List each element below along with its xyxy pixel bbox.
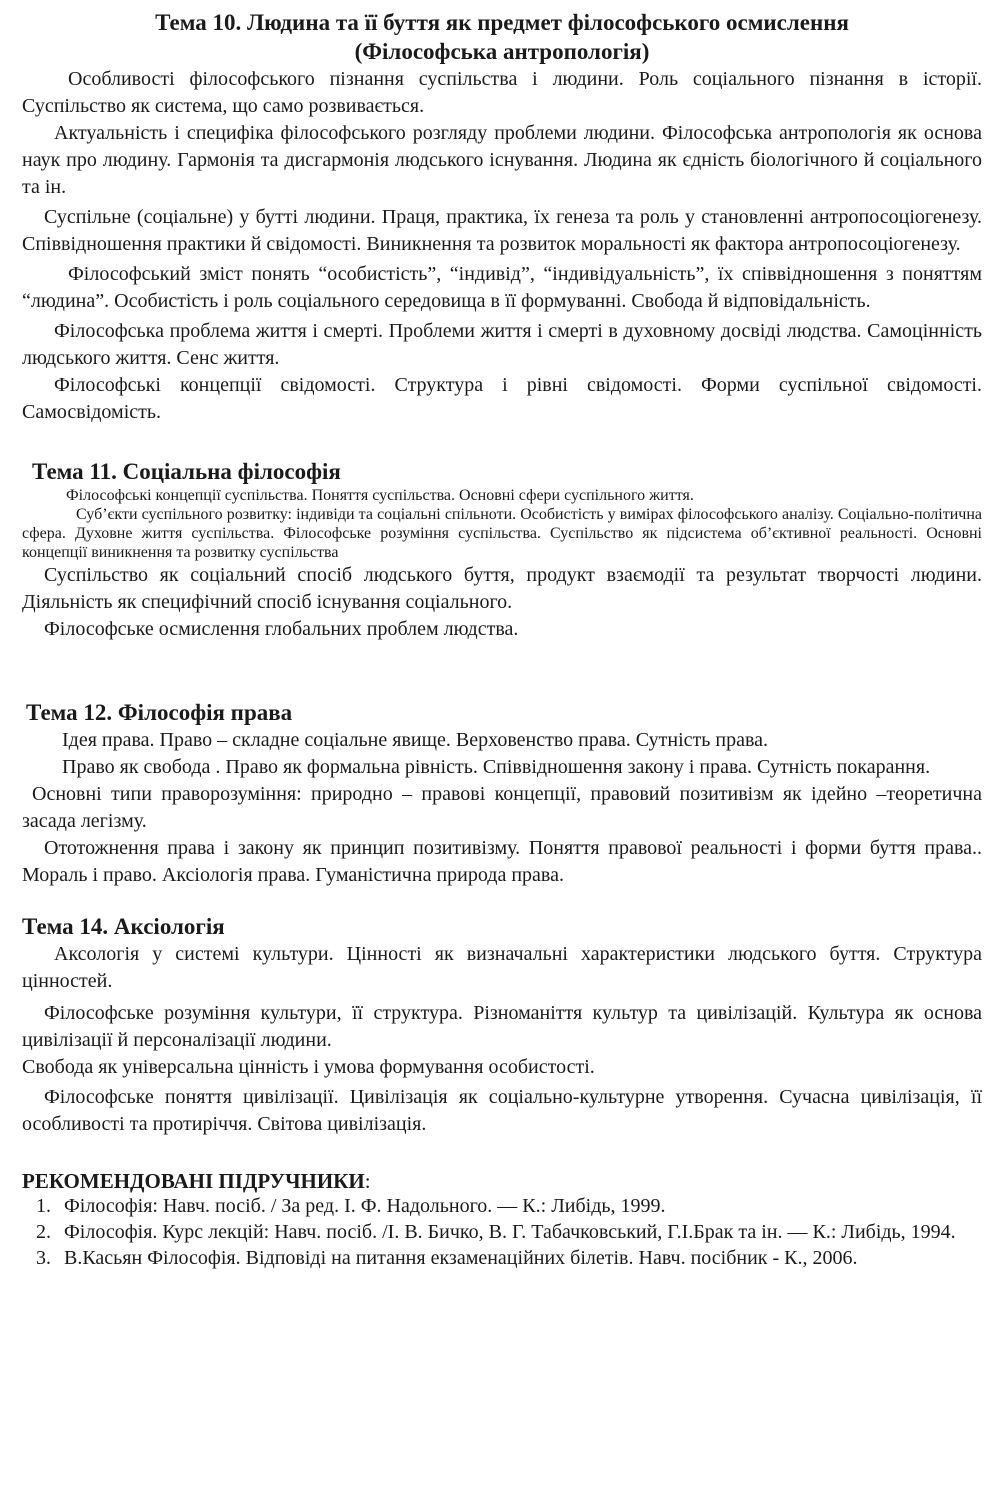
topic-12-paragraph: Ідея права. Право – складне соціальне явище. Верховенство права. Сутність права. xyxy=(62,729,769,751)
topic-10-paragraph: Особливості філософського пізнання суспільства і людини. Роль соціального пізнання в історії. Суспільство як система, що само розвивається. xyxy=(22,68,982,117)
topic-14-section xyxy=(22,913,982,1138)
topic-10-paragraph: Суспільне (соціальне) у бутті людини. Праця, практика, їх генеза та роль у становленні антропосоціогенезу. Співвідношення практики й свідомості. Виникнення та розвиток моральності як фактора антропосоціогенезу. xyxy=(22,206,982,255)
topic-12-paragraph: Право як свобода . Право як формальна рівність. Співвідношення закону і права. Сутність покарання. xyxy=(62,756,931,778)
recommended-books-heading xyxy=(22,1168,982,1194)
topic-10-section xyxy=(22,66,982,426)
topic-11-heading: Тема 11. Соціальна філософія xyxy=(32,459,341,484)
topic-12-paragraph: Основні типи праворозуміння: природно – правові концепції, правовий позитивізм як ідейно –теоретична засада легізму. xyxy=(22,783,982,832)
recommended-books-heading-colon: : xyxy=(364,1169,371,1193)
topic-14-paragraph: Свобода як універсальна цінність і умова формування особистості. xyxy=(22,1056,595,1078)
page-title-line-1: Тема 10. Людина та її буття як предмет філософського осмислення xyxy=(155,10,849,35)
recommended-books-section xyxy=(22,1168,982,1271)
book-item: 2. Філософія. Курс лекцій: Навч. посіб. /І. В. Бичко, В. Г. Табачковський, Г.І.Брак та ін. — К.: Либідь, 1994. xyxy=(56,1220,982,1245)
topic-11-small-paragraph: Філософські концепції суспільства. Поняття суспільства. Основні сфери суспільного життя. xyxy=(66,487,694,504)
topic-14-paragraph: Філософське поняття цивілізації. Цивілізація як соціально-культурне утворення. Сучасна цивілізація, її особливості та протиріччя. Світова цивілізація. xyxy=(22,1086,982,1135)
topic-11-section xyxy=(22,458,982,643)
topic-11-paragraph: Філософське осмислення глобальних проблем людства. xyxy=(44,618,519,640)
topic-12-paragraph: Ототожнення права і закону як принцип позитивізму. Поняття правової реальності і форми буття права.. Мораль і право. Аксіологія права. Гуманістична природа права. xyxy=(22,837,982,886)
topic-14-heading: Тема 14. Аксіологія xyxy=(22,914,225,939)
topic-12-heading: Тема 12. Філософія права xyxy=(26,700,293,725)
topic-10-paragraph: Філософська проблема життя і смерті. Проблеми життя і смерті в духовному досвіді людства. Самоцінність людського життя. Сенс життя. xyxy=(22,320,982,369)
topic-11-small-paragraph: Суб’єкти суспільного розвитку: індивіди та соціальні спільноти. Особистість у вимірах філософського аналізу. Соціально-політична сфера. Духовне життя суспільства. Філософське розуміння суспільства. Суспільство як підсистема об’єктивної реальності. Основні концепції виникнення та розвитку суспільства xyxy=(22,506,982,561)
topic-10-paragraph: Філософський зміст понять “особистість”, “індивід”, “індивідуальність”, їх співвідношення з поняттям “людина”. Особистість і роль соціального середовища в її формуванні. Свобода й відповідальність. xyxy=(22,263,982,312)
book-item: 1. Філософія: Навч. посіб. / За ред. І. Ф. Надольного. — К.: Либідь, 1999. xyxy=(56,1194,982,1219)
page-title-line-2: (Філософська антропологія) xyxy=(354,39,650,64)
topic-10-paragraph: Актуальність і специфіка філософського розгляду проблеми людини. Філософська антропологія як основа наук про людину. Гармонія та дисгармонія людського існування. Людина як єдність біологічного й соціального та ін. xyxy=(22,122,982,198)
page-title xyxy=(22,8,982,66)
topic-12-section xyxy=(22,699,982,889)
book-item: 3. В.Касьян Філософія. Відповіді на питання екзаменаційних білетів. Навч. посібник - К., 2006. xyxy=(56,1246,982,1271)
topic-10-paragraph: Філософські концепції свідомості. Структура і рівні свідомості. Форми суспільної свідомості. Самосвідомість. xyxy=(22,374,982,423)
topic-11-paragraph: Суспільство як соціальний спосіб людського буття, продукт взаємодії та результат творчості людини. Діяльність як специфічний спосіб існування соціального. xyxy=(22,564,982,613)
topic-14-paragraph: Аксологія у системі культури. Цінності як визначальні характеристики людського буття. Структура цінностей. xyxy=(22,943,982,992)
recommended-books-heading-text: РЕКОМЕНДОВАНІ ПІДРУЧНИКИ xyxy=(22,1169,365,1193)
topic-14-paragraph: Філософське розуміння культури, її структура. Різноманіття культур та цивілізацій. Культура як основа цивілізації й персоналізації людини. xyxy=(22,1002,982,1051)
recommended-books-list xyxy=(22,1194,982,1271)
